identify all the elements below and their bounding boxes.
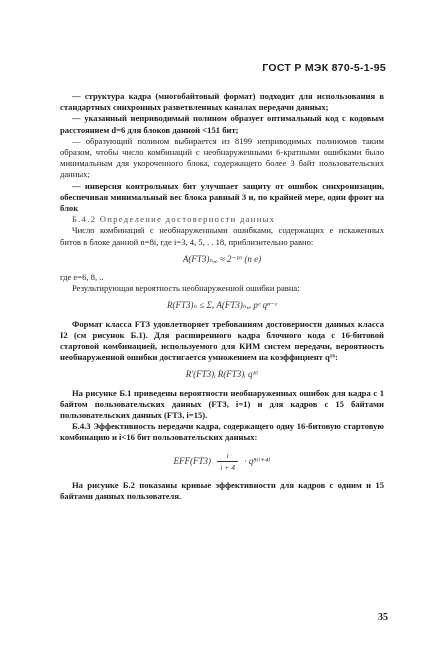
section-heading-b42: Б.4.2 Определение достоверности данных — [72, 214, 276, 225]
formula-efficiency-right: · q⁸⁽ⁱ⁺⁴⁾ — [244, 455, 271, 466]
formula-efficiency-fraction — [217, 450, 238, 473]
paragraph-frame-structure: — структура кадра (многобайтовый формат) подходит для использования в стандартных синхронных разветвленных каналах передачи данных; — [60, 91, 384, 113]
paragraph-figure-b2: На рисунке Б.2 показаны кривые эффективности для кадров с одним и 15 байтами данных пользователя. — [60, 480, 384, 502]
page-number: 35 — [378, 612, 388, 623]
formula-residual-probability: R(FT3)ₙ ≤ Σₑ A(FT3)ₙ,ₑ pᵉ qⁿ⁻ᵉ — [167, 300, 277, 311]
body-text — [60, 91, 384, 503]
formula-combinations: A(FT3)ₙ,ₑ ≈ 2⁻¹⁶ (n e) — [182, 253, 262, 264]
fraction-numerator: i — [217, 450, 238, 462]
paragraph-check-bit-inversion: — инверсия контрольных бит улучшает защиту от ошибок синхронизации, обеспечивая минимальный вес блока равный 3 и, по крайней мере, один фронт на блок — [60, 180, 384, 214]
formula-efficiency-left: EFF(FT3) — [173, 455, 212, 466]
paragraph-error-combinations: Число комбинаций с необнаруженными ошибками, содержащих e искаженных битов в блоке данной n=8i, где i=3, 4, 5, . . 18, приблизительно равно: — [60, 225, 384, 247]
formula-extended-frame: R'(FT3)ᵢ R(FT3)ᵢ q¹⁶ — [185, 369, 259, 380]
paragraph-ft3-format: Формат класса FT3 удовлетворяет требованиям достоверности данных класса I2 (см рисунок Б.1). Для расширенного кадра блочного кода с 16-битовой стартовой комбинацией, используемого для КИМ систем передачи, вероятность необнаруженной ошибки достигается умножением на коэффициент q¹⁶: — [60, 318, 384, 363]
paragraph-figure-b1: На рисунке Б.1 приведены вероятности необнаруженных ошибок для кадра с 1 байтом пользовательских данных (FT3, i=1) и для кадров с 15 байтами пользовательских данных (FT3, i=15). — [60, 387, 384, 421]
paragraph-generator-polynomial: — образующий полином выбирается из 8199 неприводимых полиномов таким образом, чтобы число комбинаций с необнаруженными 6-кратными ошибками было минимальным для укороченного блока, содержащего более 3 байт пользовательских данных; — [60, 135, 384, 180]
formula-efficiency — [60, 450, 384, 473]
fraction-denominator: i + 4 — [220, 462, 235, 472]
paragraph-efficiency: Б.4.3 Эффективность передачи кадра, содержащего одну 16-битовую стартовую комбинацию и i<16 бит пользовательских данных: — [60, 421, 384, 443]
paragraph-where-e: где e=6, 8, .. — [60, 272, 104, 283]
standard-header: ГОСТ Р МЭК 870-5-1-95 — [262, 62, 386, 74]
paragraph-resulting-probability: Результирующая вероятность необнаруженной ошибки равна: — [72, 283, 300, 294]
paragraph-optimal-code: — указанный неприводимый полином образует оптимальный код с кодовым расстоянием d=6 для блоков данной <151 бит; — [60, 113, 384, 135]
